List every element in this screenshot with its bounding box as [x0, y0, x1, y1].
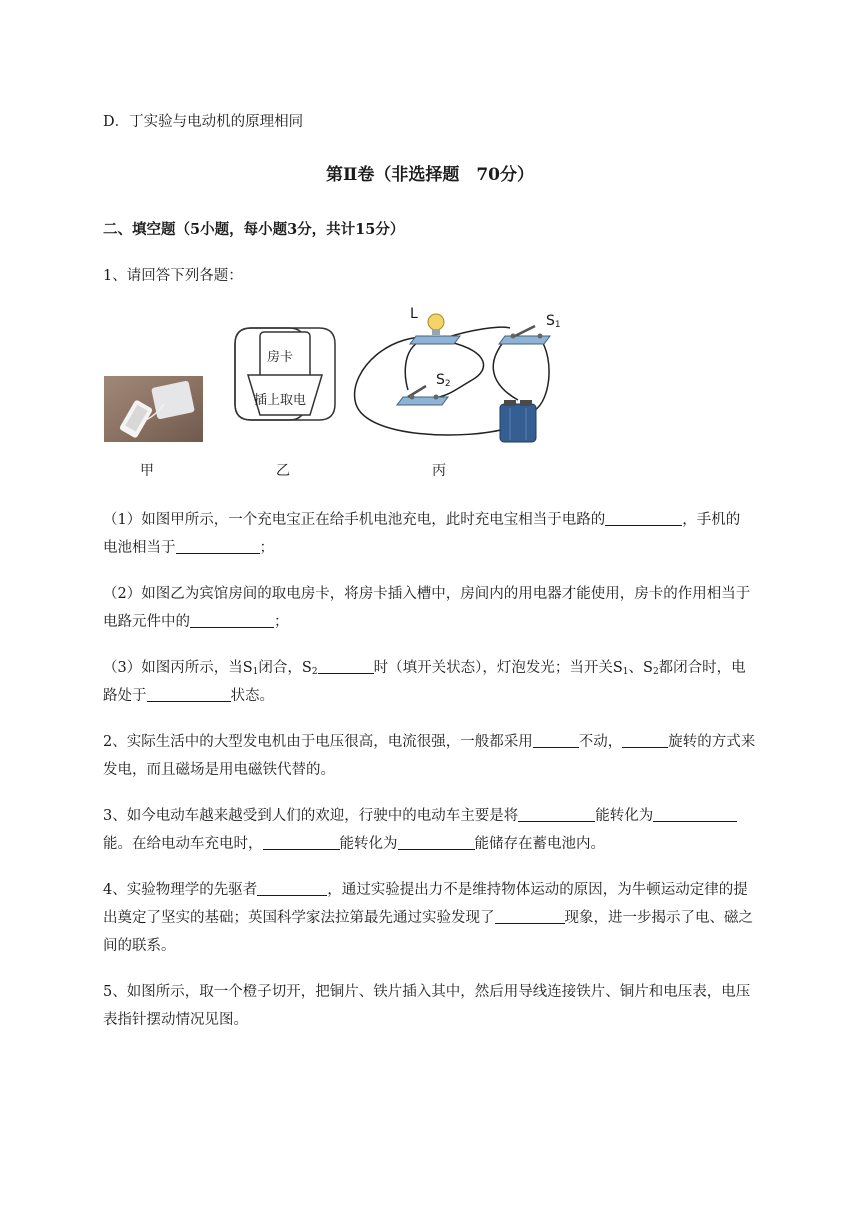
q1-part2-line2: 电路元件中的 ； — [103, 614, 289, 630]
wire-outer — [355, 337, 508, 435]
lamp-base — [410, 336, 460, 344]
figure-jia-photo — [104, 376, 203, 442]
switch-s1-lever — [515, 326, 535, 336]
s2-label: $S_2$ — [436, 372, 451, 389]
q1-part1-line1: （1）如图甲所示，一个充电宝正在给手机电池充电，此时充电宝相当于电路的 ，手机的 — [103, 512, 741, 528]
q4-line1: 4、实验物理学的先驱者 ，通过实验提出力不是维持物体运动的原因，为牛顿运动定律的提 — [103, 882, 748, 898]
answer-blank[interactable] — [495, 909, 565, 924]
q1-stem: 1、请回答下列各题： — [103, 268, 243, 284]
answer-blank[interactable] — [398, 835, 475, 850]
answer-blank[interactable] — [622, 733, 668, 748]
q1-part1-line2: 电池相当于 ； — [103, 540, 274, 556]
q5-line2: 表指针摆动情况见图。 — [103, 1012, 248, 1028]
figure-yi-card-slot — [234, 327, 336, 447]
answer-blank[interactable] — [257, 881, 327, 896]
caption-jia: 甲 — [140, 463, 154, 479]
answer-blank[interactable] — [533, 733, 579, 748]
s1-label: $S_1$ — [546, 313, 561, 330]
option-d: D．丁实验与电动机的原理相同 — [103, 114, 304, 130]
part-title: 第Ⅱ卷（非选择题 70分） — [326, 165, 534, 185]
q1-part3-line2: 路处于 状态。 — [103, 688, 274, 704]
answer-blank[interactable] — [518, 807, 595, 822]
answer-blank[interactable] — [318, 659, 374, 674]
q4-line3: 间的联系。 — [103, 938, 176, 954]
battery-icon — [500, 404, 536, 442]
caption-yi: 乙 — [276, 463, 290, 479]
q1-part3-line1: （3）如图丙所示，当$S_1$闭合，$S_2$ 时（填开关状态），灯泡发光；当开关$S_1$、$S_2$都闭合时，电 — [103, 660, 746, 677]
answer-blank[interactable] — [147, 687, 231, 702]
answer-blank[interactable] — [263, 835, 340, 850]
answer-blank[interactable] — [605, 511, 682, 526]
bulb-icon — [428, 314, 444, 330]
answer-blank[interactable] — [653, 807, 737, 822]
q5-line1: 5、如图所示，取一个橙子切开，把铜片、铁片插入其中，然后用导线连接铁片、铜片和电压表，电压 — [103, 984, 751, 1000]
q1-part2-line1: （2）如图乙为宾馆房间的取电房卡，将房卡插入槽中，房间内的用电器才能使用，房卡的作用相当于 — [103, 586, 751, 602]
caption-bing: 丙 — [432, 463, 446, 479]
card-label: 房卡 — [267, 350, 294, 365]
answer-blank[interactable] — [190, 613, 274, 628]
answer-blank[interactable] — [176, 539, 260, 554]
q3-line1: 3、如今电动车越来越受到人们的欢迎，行驶中的电动车主要是将 能转化为 — [103, 804, 737, 825]
section-title: 二、填空题（5小题，每小题3分，共计15分） — [103, 221, 405, 238]
switch-s2-base — [397, 397, 448, 405]
q4-line2: 出奠定了坚实的基础；英国科学家法拉第最先通过实验发现了 现象，进一步揭示了电、磁之 — [103, 910, 753, 926]
q2-line2: 发电，而且磁场是用电磁铁代替的。 — [103, 762, 335, 778]
slot-label: 插上取电 — [254, 393, 307, 408]
q2-line1: 2、实际生活中的大型发电机由于电压很高，电流很强，一般都采用 不动， 旋转的方式来 — [103, 734, 756, 750]
q3-line2: 能。在给电动车充电时， 能转化为 能储存在蓄电池内。 — [103, 836, 605, 852]
figure-bing-circuit — [350, 300, 560, 448]
switch-s1-base — [499, 336, 550, 344]
lamp-label: L — [410, 306, 418, 322]
